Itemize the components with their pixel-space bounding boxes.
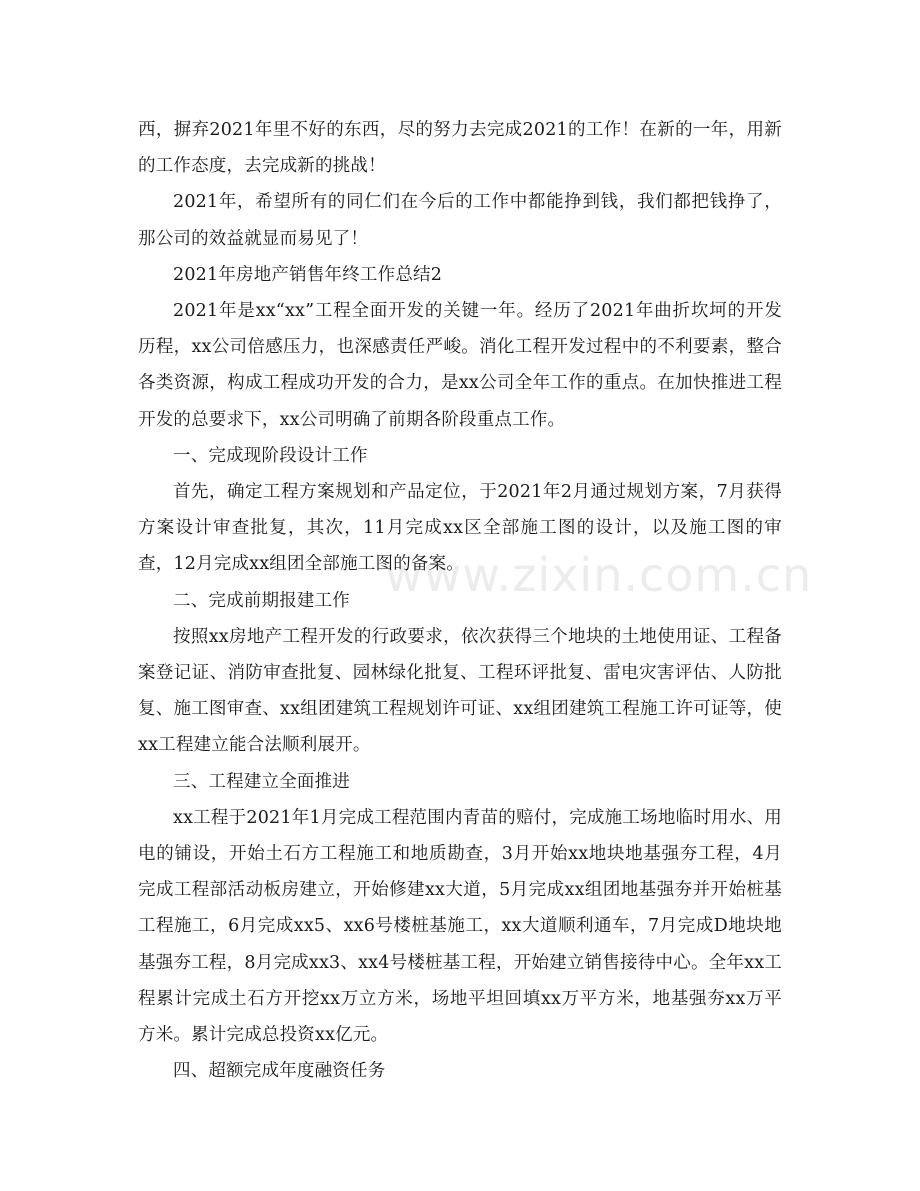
heading-construction: 三、工程建立全面推进 xyxy=(173,771,350,792)
section-title: 2021年房地产销售年终工作总结2 xyxy=(173,264,443,285)
paragraph-design-work: 首先，确定工程方案规划和产品定位，于2021年2月通过规划方案，7月获得方案设计审查批复，其次，11月完成xx区全部施工图的设计，以及施工图的审查，12月完成xx组团全部施工图的备案。 xyxy=(138,482,782,575)
document-body xyxy=(138,112,782,1089)
heading-permits: 二、完成前期报建工作 xyxy=(173,590,350,611)
heading-design-work: 一、完成现阶段设计工作 xyxy=(173,445,368,466)
heading-financing: 四、超额完成年度融资任务 xyxy=(173,1061,386,1082)
watermark: www.zixin.com.cn xyxy=(385,548,813,602)
paragraph-permits: 按照xx房地产工程开发的行政要求，依次获得三个地块的土地使用证、工程备案登记证、消防审查批复、园林绿化批复、工程环评批复、雷电灾害评估、人防批复、施工图审查、xx组团建筑工程规划许可证、xx组团建筑工程施工许可证等，使xx工程建立能合法顺利展开。 xyxy=(138,626,782,756)
paragraph-overview: 2021年是xx“xx”工程全面开发的关键一年。经历了2021年曲折坎坷的开发历程，xx公司倍感压力，也深感责任严峻。消化工程开发过程中的不利要素，整合各类资源，构成工程成功开发的合力，是xx公司全年工作的重点。在加快推进工程开发的总要求下，xx公司明确了前期各阶段重点工作。 xyxy=(138,301,782,430)
paragraph-intro-continued: 西，摒弃2021年里不好的东西，尽的努力去完成2021的工作！在新的一年，用新的工作态度，去完成新的挑战！ xyxy=(138,120,782,177)
paragraph-construction: xx工程于2021年1月完成工程范围内青苗的赔付，完成施工场地临时用水、用电的铺设，开始土石方工程施工和地质勘查，3月开始xx地块地基强夯工程，4月完成工程部活动板房建立，开始修建xx大道，5月完成xx组团地基强夯并开始桩基工程施工，6月完成xx5、xx6号楼桩基施工，xx大道顺利通车，7月完成D地块地基强夯工程，8月完成xx3、xx4号楼桩基工程，开始建立销售接待中心。全年xx工程累计完成土石方开挖xx万立方米，场地平坦回填xx万平方米，地基强夯xx万平方米。累计完成总投资xx亿元。 xyxy=(138,807,782,1046)
paragraph-wishes: 2021年，希望所有的同仁们在今后的工作中都能挣到钱，我们都把钱挣了，那公司的效益就显而易见了！ xyxy=(138,192,782,249)
